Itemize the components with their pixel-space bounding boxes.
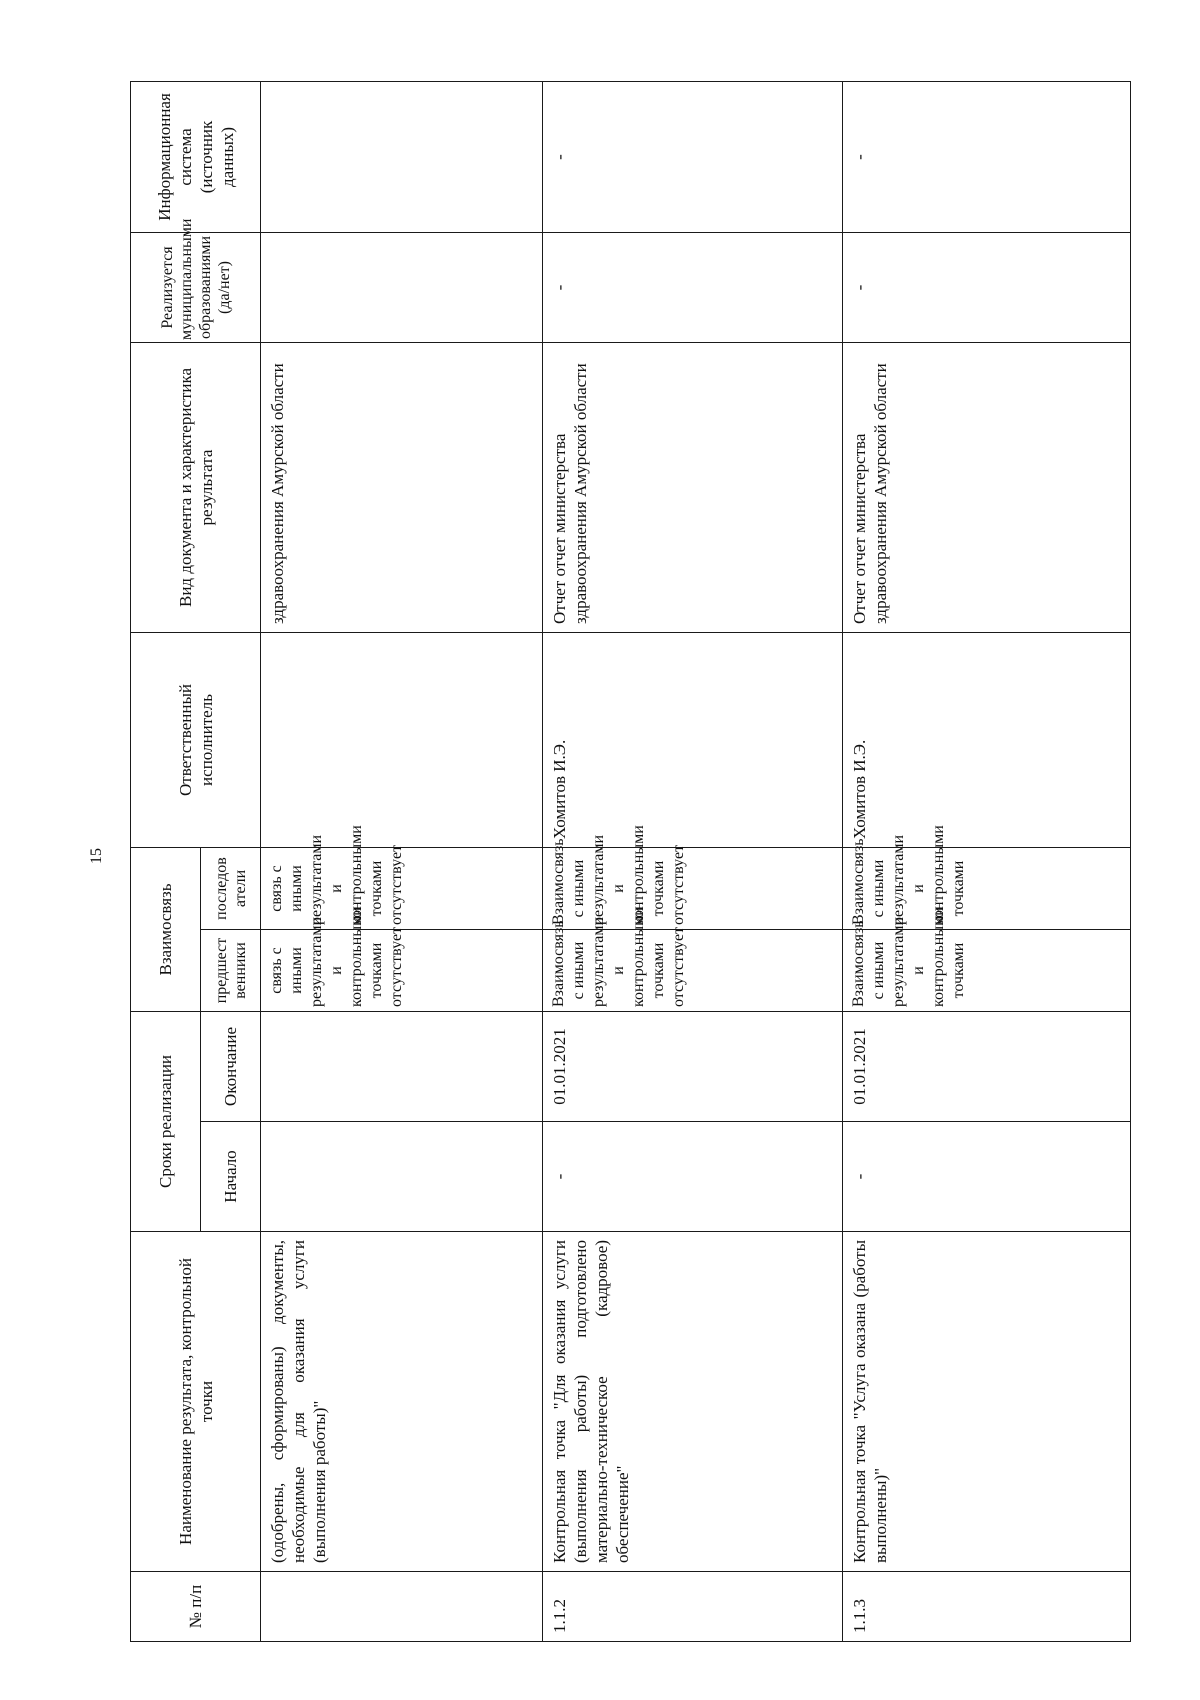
cell-start: - [843, 1122, 1131, 1232]
cell-realized: - [843, 232, 1131, 342]
cell-predecessors: Взаимосвязь с иными результатами и контрольными точками [843, 930, 1131, 1012]
header-info-system: Информационная система (источник данных) [131, 81, 261, 232]
header-relation: Взаимосвязь [131, 847, 201, 1011]
cell-name: Контрольная точка "Для оказания услуги (выполнения работы) подготовлено материально-техническое (кадровое) обеспечение" [543, 1232, 843, 1572]
cell-info-system: - [543, 81, 843, 232]
header-name: Наименование результата, контрольной точки [131, 1232, 261, 1572]
cell-responsible [261, 632, 543, 847]
table-row [543, 81, 843, 1641]
cell-document: здравоохранения Амурской области [261, 342, 543, 632]
table-row [261, 81, 543, 1641]
cell-successors: Взаимосвязь с иными результатами и контрольными точками отсутствует [543, 847, 843, 929]
cell-info-system [261, 81, 543, 232]
cell-name: (одобрены, сформированы) документы, необходимые для оказания услуги (выполнения работы)" [261, 1232, 543, 1572]
cell-successors: связь с иными результатами и контрольными точками отсутствует [261, 847, 543, 929]
cell-num [261, 1572, 543, 1642]
cell-realized [261, 232, 543, 342]
header-responsible: Ответственный исполнитель [131, 632, 261, 847]
cell-realized: - [543, 232, 843, 342]
cell-end: 01.01.2021 [843, 1012, 1131, 1122]
cell-predecessors: Взаимосвязь с иными результатами и контрольными точками отсутствует [543, 930, 843, 1012]
cell-responsible: Хомитов И.Э. [543, 632, 843, 847]
header-document: Вид документа и характеристика результата [131, 342, 261, 632]
cell-successors: Взаимосвязь с иными результатами и контрольными точками [843, 847, 1131, 929]
cell-end [261, 1012, 543, 1122]
cell-document: Отчет отчет министерства здравоохранения Амурской области [543, 342, 843, 632]
page-number: 15 [88, 848, 105, 864]
cell-predecessors: связь с иными результатами и контрольными точками отсутствует [261, 930, 543, 1012]
cell-responsible: Хомитов И.Э. [843, 632, 1131, 847]
rotated-table-sheet [130, 82, 1130, 1642]
cell-info-system: - [843, 81, 1131, 232]
cell-start: - [543, 1122, 843, 1232]
header-start: Начало [201, 1122, 261, 1232]
header-end: Окончание [201, 1012, 261, 1122]
header-successors: последов атели [201, 847, 261, 929]
cell-start [261, 1122, 543, 1232]
cell-end: 01.01.2021 [543, 1012, 843, 1122]
header-realized: Реализуется муниципальными образованиями (да/нет) [131, 232, 261, 342]
table-row [843, 81, 1131, 1641]
cell-num: 1.1.2 [543, 1572, 843, 1642]
cell-name: Контрольная точка "Услуга оказана (работы выполнены)" [843, 1232, 1131, 1572]
cell-num: 1.1.3 [843, 1572, 1131, 1642]
header-predecessors: предшест венники [201, 930, 261, 1012]
header-terms: Сроки реализации [131, 1012, 201, 1232]
header-num: № п/п [131, 1572, 261, 1642]
plan-table [130, 81, 1131, 1642]
table-container [130, 82, 1130, 1642]
cell-document: Отчет отчет министерства здравоохранения Амурской области [843, 342, 1131, 632]
